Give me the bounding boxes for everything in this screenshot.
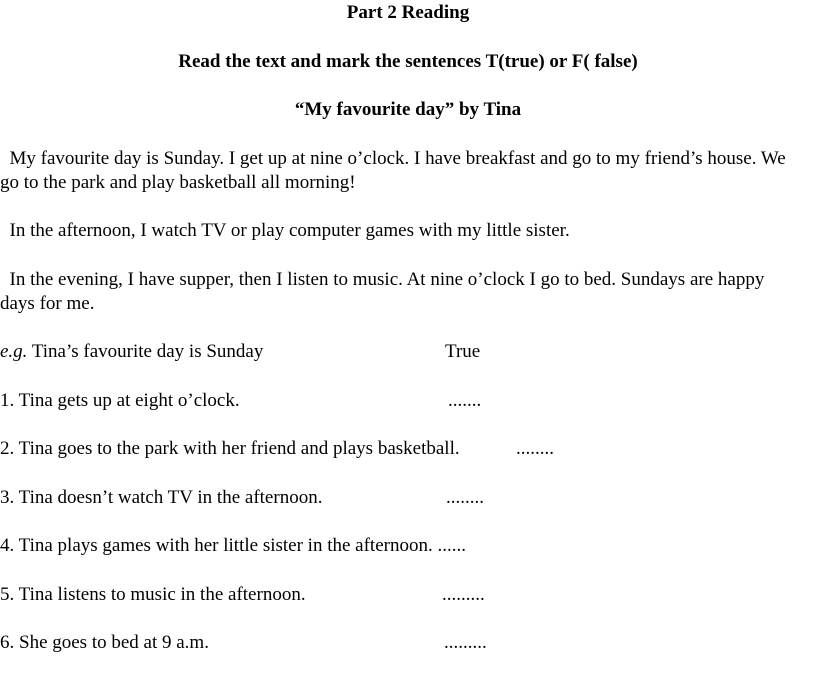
example-row xyxy=(0,340,263,364)
statement-5: 5. Tina listens to music in the afternoon. xyxy=(0,584,306,605)
statement-4 xyxy=(0,534,466,558)
statement-5-answer-blank[interactable]: ......... xyxy=(442,584,485,605)
story-paragraph-3: In the evening, I have supper, then I listen to music. At nine o’clock I go to bed. Sundays are happy days for me. xyxy=(0,269,765,314)
statement-3: 3. Tina doesn’t watch TV in the afternoon. xyxy=(0,487,323,508)
statement-2-answer-blank[interactable]: ........ xyxy=(516,438,554,459)
statement-6: 6. She goes to bed at 9 a.m. xyxy=(0,632,209,653)
instruction-heading: Read the text and mark the sentences T(true) or F( false) xyxy=(178,51,638,72)
statement-1-answer-blank[interactable]: ....... xyxy=(448,390,482,411)
example-answer: True xyxy=(445,341,481,362)
statement-2: 2. Tina goes to the park with her friend and plays basketball. xyxy=(0,438,460,459)
story-title: “My favourite day” by Tina xyxy=(294,99,522,120)
story-paragraph-1: My favourite day is Sunday. I get up at nine o’clock. I have breakfast and go to my friend’s house. We go to the park and play basketball all morning! xyxy=(0,148,786,193)
statement-3-answer-blank[interactable]: ........ xyxy=(446,487,484,508)
example-prefix: e.g. xyxy=(0,341,28,362)
statement-1: 1. Tina gets up at eight o’clock. xyxy=(0,390,240,411)
statement-4-text: 4. Tina plays games with her little sister in the afternoon. xyxy=(0,535,433,556)
part-title: Part 2 Reading xyxy=(346,2,470,23)
story-paragraph-2: In the afternoon, I watch TV or play computer games with my little sister. xyxy=(0,220,570,241)
statement-4-answer-blank[interactable]: ...... xyxy=(437,535,466,556)
example-statement: Tina’s favourite day is Sunday xyxy=(27,341,264,362)
statement-6-answer-blank[interactable]: ......... xyxy=(444,632,487,653)
